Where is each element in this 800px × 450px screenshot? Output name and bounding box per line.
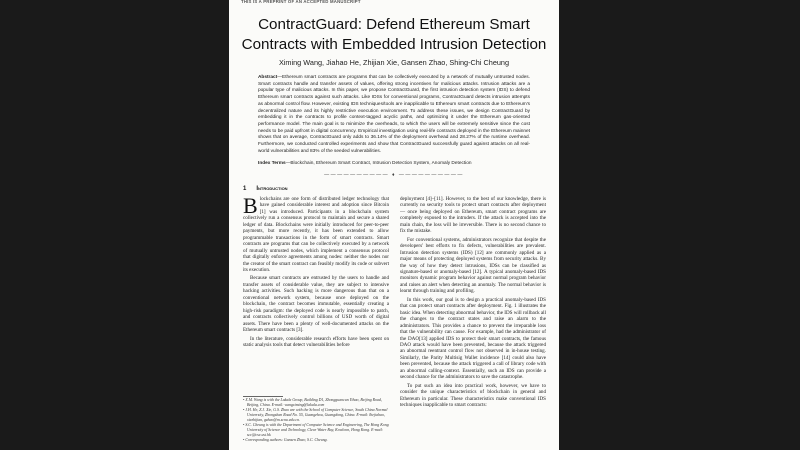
section-heading [243,186,288,192]
paragraph: Because smart contracts are entrusted by the users to handle and transfer assets of considerable value, they are subject to intensive hacking activities. Such hacking is more dangerous than that on a conventional network system, because once deployed on the blockchain, the contract becomes immutable, essentially creating a high-risk paradigm: the deployed code is nearly impossible to patch, and contracts collectively control billions of USD worth of digital assets. There have been a plenty of well-documented attacks on the Ethereum smart contracts [3]. [243,275,389,334]
footnote: • Corresponding authors: Gansen Zhao; S.C. Cheung. [243,438,328,443]
footnote: • S.C. Cheung is with the Department of Computer Science and Engineering, The Hong Kong University of Science and Technology, Clear Water Bay, Kowloon, Hong Kong. E-mail: scc@cse.ust.hk [243,423,389,437]
paragraph: In this work, our goal is to design a practical anomaly-based IDS that can protect smart contracts after deployment. Fig. 1 illustrates the basic idea. When detecting abnormal behavior, the IDS will rollback all the changes to the contract states and raise an alarm to the administrators. This provides a chance to prevent the irreparable loss that the vulnerability can cause. For example, had the administrator of the DAO[13] applied IDS to protect their smart contracts, the famous DAO attack would have been prevented, because the attack triggered an abnormal reentrant control flow not observed in in-house testing. Similarly, the Parity Multisig Wallet incidence [14] could also have been prevented, because the attack triggered a call of library code with an abnormal calling-context. Essentially, such an IDS can provide a second chance for the administrators to save the catastrophe. [400,296,546,381]
index-terms-text: —Blockchain, Ethereum Smart Contract, Intrusion Detection System, Anomaly Detection [285,161,472,166]
right-column [400,196,546,450]
paper-page [229,0,559,450]
paragraph: In the literature, considerable research efforts have been spent on static analysis tools that detect vulnerabilities before [243,335,389,348]
footnote: • X.M. Wang is with the Lakala Group, Building D1, Zhongguancun Yihao, Beijing Road, Beijing, China. E-mail: wangximing@lakala.com [243,398,382,407]
index-terms [258,161,530,166]
section-divider: —————————— ♦ —————————— [324,172,464,178]
paragraph: deployment [4]–[11]. However, to the best of our knowledge, there is currently no security tools to protect smart contracts after deployment — once being deployed on Ethereum, smart contract programs are completely exposed to the intruders. If the attack is accepted into the main chain, the loss will be irreversible. There is no second chance to fix the mistake. [400,196,546,235]
footnotes [243,398,389,444]
footnote: • J.H. He, Z.J. Xie, G.S. Zhao are with the School of Computer Science, South China Normal University, Zhongshan Road No. 55, Guangzhou, Guangdong, China. E-mail: lhejiahao, xiezhijian, gzhao@m.scnu.edu.cn. [243,408,388,422]
abstract-text: —Ethereum smart contracts are programs that can be collectively executed by a network of mutually untrusted nodes. Smart contracts handle and transfer assets of values, offering strong incentives for malicious attacks. Intrusion attacks are a popular type of malicious attacks. In this paper, we propose ContractGuard, the first intrusion detection system (IDS) to defend Ethereum smart contracts against such attacks. Like IDSs for conventional programs, ContractGuard detects intrusion attempts as abnormal control flow. However, existing IDS techniques/tools are inapplicable to Ethereum smart contracts due to Ethereum's decentralized nature and its highly restrictive execution environment. To address these issues, we design ContractGuard by embedding it in the contracts to profile context-tagged acyclic paths, and optimizing it under the Ethereum gas-oriented performance model. The main goal is to minimize the overheads, to which the users will be extremely sensitive since the cost needs to be paid upfront in digital concurrency. Empirical investigation using real-life contracts deployed in the Ethereum mainnet shows that on average, ContractGuard only adds to 36.14% of the deployment overhead and 28.27% of the runtime overhead. Furthermore, we conducted controlled experiments and show that ContractGuard successfully guard against attacks on all real-world vulnerabilities and 83% of the seeded vulnerabilities. [258,75,530,154]
paper-title [229,15,559,55]
title-line-1: ContractGuard: Defend Ethereum Smart [258,16,530,33]
title-line-2: Contracts with Embedded Intrusion Detection [241,36,547,53]
paragraph: For conventional systems, administrators recognize that despite the developers' best efforts to fix defects, vulnerabilities are prevalent. Intrusion detection systems (IDS) [12] are commonly applied as a major means of protecting deployed systems from security attacks. By the way of how they detect intrusions, IDSs can be classified as signature-based or anomaly-based [12]. A typical anomaly-based IDS monitors dynamic program behavior against normal program behavior and raises an alert when detecting an anomaly. The normal behavior is learnt through training and profiling. [400,236,546,295]
section-title: Introduction [256,186,288,192]
abstract-label: Abstract [258,75,278,80]
preprint-notice: THIS IS A PREPRINT OF AN ACCEPTED MANUSCRIPT [241,0,361,4]
paragraph: Blockchains are one form of distributed ledger technology that have gained considerable interest and adoption since Bitcoin [1] was introduced. Participants in a blockchain system collectively run a consensus protocol to maintain and secure a shared ledger of data. Blockchains were initially introduced for peer-to-peer payments, but more recently, it has been extended to allow programmable transactions in the form of smart contracts. Smart contracts are programs that can be collectively executed by a network of mutually untrusted nodes, which implement a consensus protocol that digitally enforce agreements among nodes: neither the nodes nor the creator of the smart contract can feasibly modify its code or subvert its execution. [243,196,389,273]
drop-cap: B [243,196,258,218]
footnote-separator [243,396,283,397]
section-number: 1 [243,186,247,192]
abstract [258,75,530,155]
index-terms-label: Index Terms [258,161,286,166]
author-list: Ximing Wang, Jiahao He, Zhijian Xie, Gansen Zhao, Shing-Chi Cheung [278,58,510,67]
paragraph: To put such an idea into practical work, however, we have to consider the unique characteristics of blockchain in general and Ethereum in particular. These characteristics make conventional IDS techniques inapplicable to smart contracts: [400,382,546,409]
left-column [243,196,389,398]
